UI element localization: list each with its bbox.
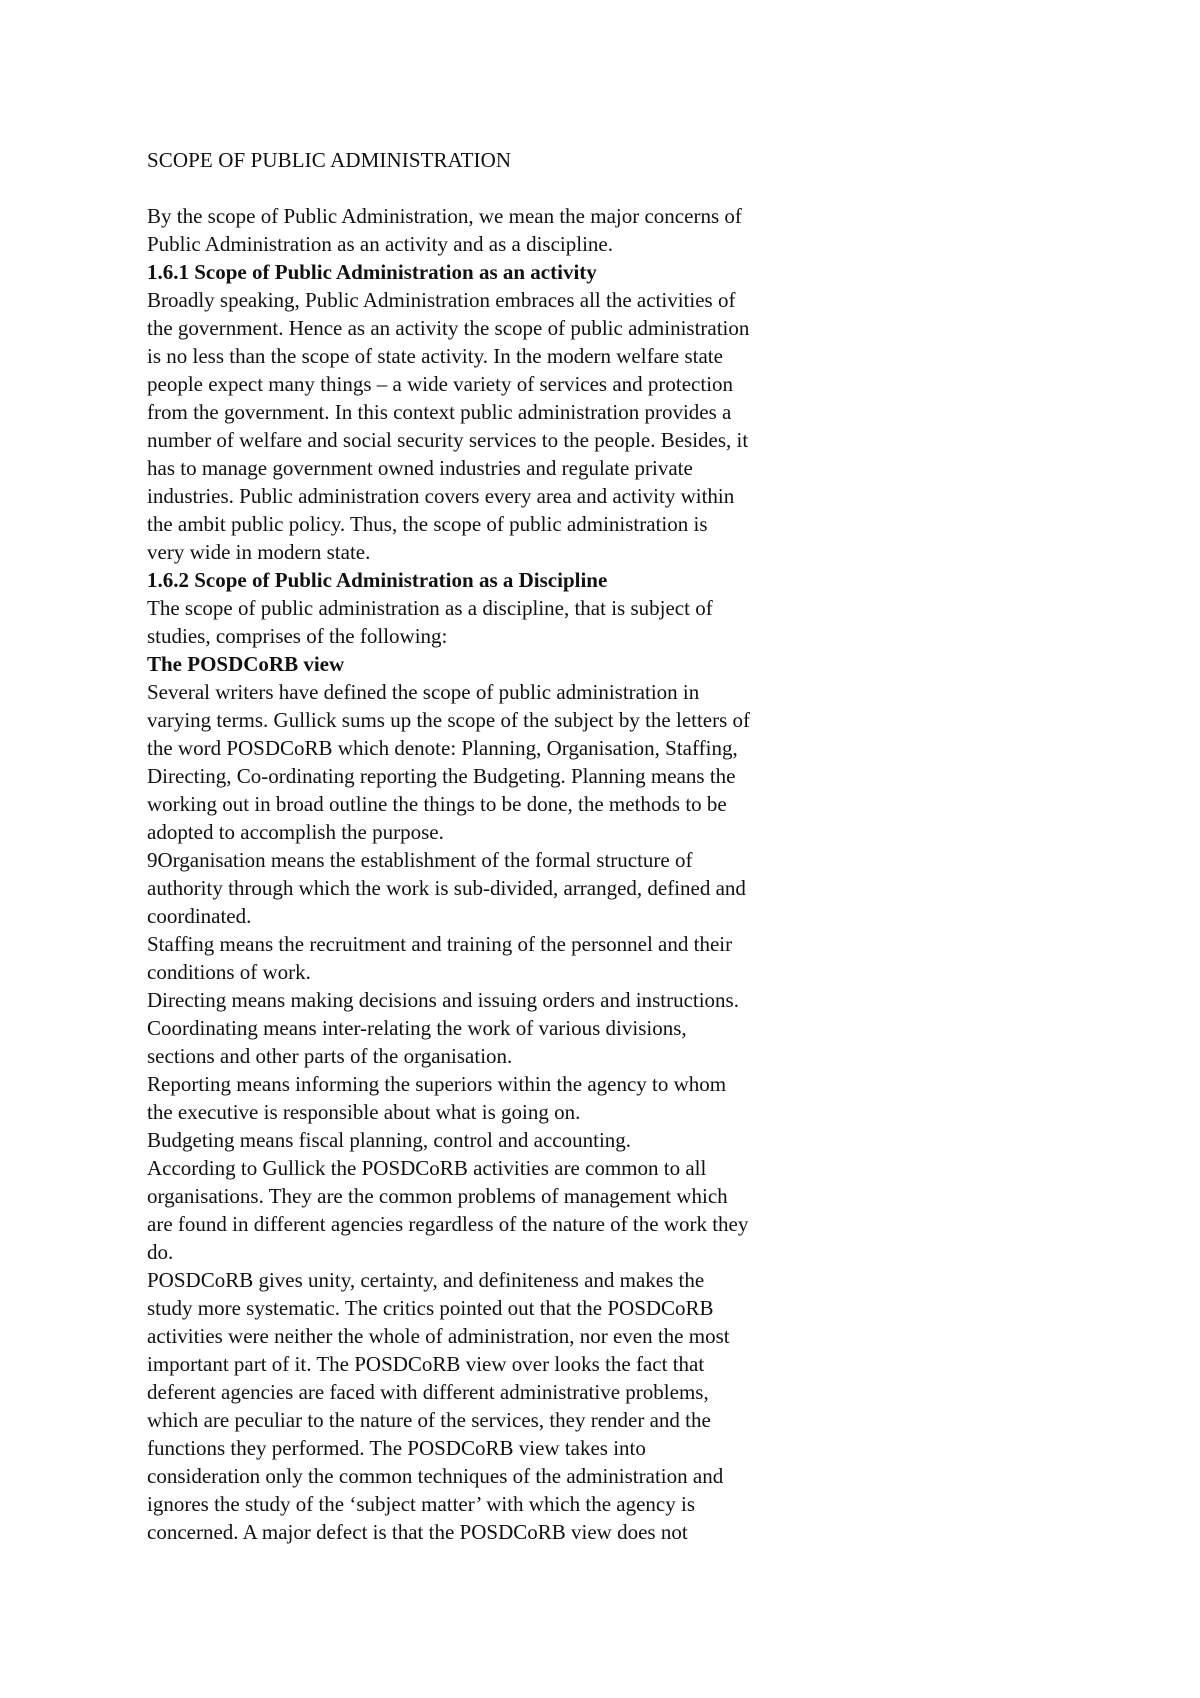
body-text-line: important part of it. The POSDCoRB view over looks the fact that [147, 1352, 705, 1376]
body-text-line: Public Administration as an activity and as a discipline. [147, 232, 613, 256]
body-text-line: sections and other parts of the organisation. [147, 1044, 513, 1068]
body-text-line: Broadly speaking, Public Administration embraces all the activities of [147, 288, 736, 312]
body-text-line: has to manage government owned industries and regulate private [147, 456, 693, 480]
body-text-line: deferent agencies are faced with different administrative problems, [147, 1380, 709, 1404]
body-text-line: organisations. They are the common problems of management which [147, 1184, 728, 1208]
body-text-line: Directing, Co-ordinating reporting the Budgeting. Planning means the [147, 764, 736, 788]
body-text-line: people expect many things – a wide variety of services and protection [147, 372, 734, 396]
body-text-line: number of welfare and social security services to the people. Besides, it [147, 428, 749, 452]
body-text-line: Budgeting means fiscal planning, control and accounting. [147, 1128, 632, 1152]
section-heading: 1.6.2 Scope of Public Administration as a Discipline [147, 568, 608, 592]
document-body [147, 202, 1147, 1546]
body-text-line: authority through which the work is sub-divided, arranged, defined and [147, 876, 746, 900]
body-text-line: do. [147, 1240, 174, 1264]
body-text-line: the executive is responsible about what is going on. [147, 1100, 581, 1124]
body-text-line: which are peculiar to the nature of the services, they render and the [147, 1408, 711, 1432]
body-text-line: the government. Hence as an activity the scope of public administration [147, 316, 750, 340]
body-text-line: from the government. In this context public administration provides a [147, 400, 732, 424]
body-text-line: POSDCoRB gives unity, certainty, and definiteness and makes the [147, 1268, 705, 1292]
body-text-line: concerned. A major defect is that the POSDCoRB view does not [147, 1520, 688, 1544]
body-text-line: Staffing means the recruitment and training of the personnel and their [147, 932, 733, 956]
body-text-line: The scope of public administration as a discipline, that is subject of [147, 596, 713, 620]
body-text-line: Reporting means informing the superiors within the agency to whom [147, 1072, 727, 1096]
section-heading: 1.6.1 Scope of Public Administration as an activity [147, 260, 597, 284]
body-text-line: functions they performed. The POSDCoRB view takes into [147, 1436, 646, 1460]
body-text-line: studies, comprises of the following: [147, 624, 448, 648]
body-text-line: study more systematic. The critics pointed out that the POSDCoRB [147, 1296, 714, 1320]
body-text-line: conditions of work. [147, 960, 311, 984]
body-text-line: are found in different agencies regardless of the nature of the work they [147, 1212, 749, 1236]
section-heading: The POSDCoRB view [147, 652, 345, 676]
body-text-line: Several writers have defined the scope of public administration in [147, 680, 700, 704]
body-text-line: the word POSDCoRB which denote: Planning, Organisation, Staffing, [147, 736, 738, 760]
body-text-line: working out in broad outline the things to be done, the methods to be [147, 792, 727, 816]
body-text-line: coordinated. [147, 904, 252, 928]
body-text-line: Coordinating means inter-relating the work of various divisions, [147, 1016, 687, 1040]
body-text-line: adopted to accomplish the purpose. [147, 820, 444, 844]
body-text-line: very wide in modern state. [147, 540, 371, 564]
body-text-line: 9Organisation means the establishment of the formal structure of [147, 848, 693, 872]
body-text-line: By the scope of Public Administration, we mean the major concerns of [147, 204, 742, 228]
body-text-line: Directing means making decisions and issuing orders and instructions. [147, 988, 739, 1012]
body-text-line: the ambit public policy. Thus, the scope of public administration is [147, 512, 708, 536]
body-text-line: activities were neither the whole of administration, nor even the most [147, 1324, 730, 1348]
body-text-line: industries. Public administration covers every area and activity within [147, 484, 735, 508]
document-page [147, 146, 1147, 1546]
document-title: SCOPE OF PUBLIC ADMINISTRATION [147, 148, 512, 172]
body-text-line: ignores the study of the ‘subject matter’ with which the agency is [147, 1492, 695, 1516]
body-text-line: is no less than the scope of state activity. In the modern welfare state [147, 344, 723, 368]
body-text-line: consideration only the common techniques of the administration and [147, 1464, 724, 1488]
body-text-line: According to Gullick the POSDCoRB activities are common to all [147, 1156, 707, 1180]
body-text-line: varying terms. Gullick sums up the scope of the subject by the letters of [147, 708, 751, 732]
